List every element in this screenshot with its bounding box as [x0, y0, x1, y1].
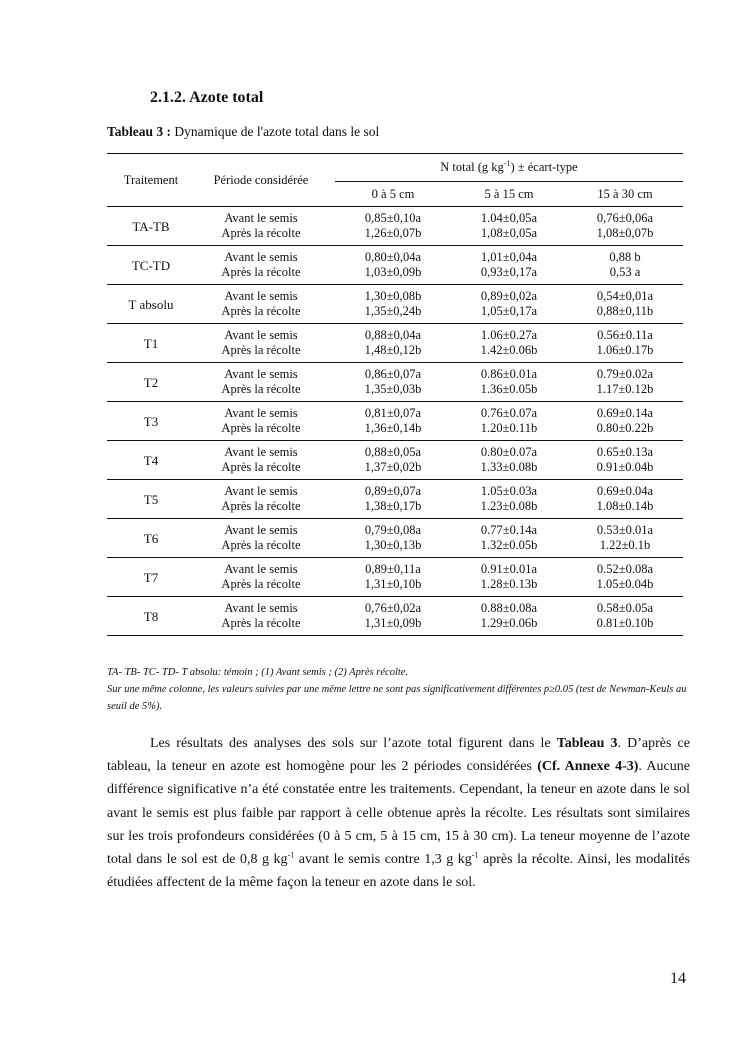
cell-depth-3-value: 0.58±0.05a: [596, 601, 654, 615]
cell-depth-2: [451, 285, 567, 324]
cell-depth-1: [335, 441, 451, 480]
cell-periode: [195, 207, 327, 246]
cell-depth-3: [567, 597, 683, 636]
cell-spacer: [327, 558, 335, 597]
cell-periode-value: Avant le semis: [224, 601, 298, 615]
cell-spacer: [327, 402, 335, 441]
cell-depth-1: [335, 402, 451, 441]
cell-depth-3-value: 0,53 a: [609, 265, 641, 279]
body-s1: Les résultats des analyses des sols sur l’azote total figurent dans le: [150, 736, 557, 751]
cell-periode: [195, 402, 327, 441]
cell-depth-1: [335, 558, 451, 597]
cell-periode: [195, 324, 327, 363]
cell-depth-2: [451, 597, 567, 636]
cell-periode: [195, 246, 327, 285]
cell-depth-2-value: 1.32±0.05b: [480, 538, 538, 552]
table-row: [107, 558, 683, 597]
body-s4: avant le semis contre 1,3 g kg: [294, 852, 472, 868]
cell-depth-2-value: 1.33±0.08b: [480, 460, 538, 474]
cell-depth-1: [335, 363, 451, 402]
table-row: [107, 597, 683, 636]
cell-depth-3-value: 1.17±0.12b: [596, 382, 654, 396]
header-periode: Période considérée: [195, 154, 327, 207]
cell-spacer: [327, 324, 335, 363]
cell-spacer: [327, 519, 335, 558]
cell-traitement-value: T6: [143, 530, 159, 546]
cell-depth-2-value: 1.28±0.13b: [480, 577, 538, 591]
cell-traitement: [107, 519, 195, 558]
section-heading: 2.1.2. Azote total: [150, 89, 264, 106]
cell-depth-2-value: 0.86±0.01a: [480, 367, 538, 381]
header-ntotal-post: ) ± écart-type: [510, 160, 578, 174]
cell-periode-value: Après la récolte: [221, 460, 301, 474]
cell-periode-value: Avant le semis: [224, 406, 298, 420]
cell-depth-1-value: 0,89±0,07a: [364, 484, 422, 498]
cell-periode-value: Avant le semis: [224, 445, 298, 459]
cell-depth-3: [567, 324, 683, 363]
cell-depth-3: [567, 441, 683, 480]
cell-depth-1-value: 0,76±0,02a: [364, 601, 422, 615]
cell-periode-value: Après la récolte: [221, 616, 301, 630]
cell-depth-3-value: 0.65±0.13a: [596, 445, 654, 459]
cell-depth-1-value: 0,85±0,10a: [364, 211, 422, 225]
cell-traitement: [107, 402, 195, 441]
header-traitement: Traitement: [107, 154, 195, 207]
cell-depth-3-value: 0.91±0.04b: [596, 460, 654, 474]
cell-periode-value: Après la récolte: [221, 304, 301, 318]
cell-depth-3-value: 0,88±0,11b: [596, 304, 654, 318]
table-row: [107, 402, 683, 441]
cell-depth-2-value: 1.36±0.05b: [480, 382, 538, 396]
cell-depth-2-value: 1,05±0,17a: [480, 304, 538, 318]
table-caption: [107, 124, 379, 140]
cell-periode-value: Avant le semis: [224, 562, 298, 576]
cell-periode-value: Après la récolte: [221, 499, 301, 513]
cell-periode-value: Après la récolte: [221, 382, 301, 396]
cell-depth-1-value: 0,81±0,07a: [364, 406, 422, 420]
cell-depth-1-value: 1,30±0,08b: [364, 289, 422, 303]
cell-depth-2-value: 1.20±0.11b: [480, 421, 538, 435]
cell-depth-2-value: 0.76±0.07a: [480, 406, 538, 420]
cell-depth-2-value: 1.29±0.06b: [480, 616, 538, 630]
cell-depth-1-value: 0,79±0,08a: [364, 523, 422, 537]
cell-depth-1: [335, 324, 451, 363]
cell-traitement: [107, 246, 195, 285]
header-depth-1: 0 à 5 cm: [335, 182, 451, 207]
table-row: [107, 324, 683, 363]
cell-depth-2-value: 0,93±0,17a: [480, 265, 538, 279]
cell-spacer: [327, 441, 335, 480]
cell-periode-value: Après la récolte: [221, 226, 301, 240]
header-spacer: [327, 154, 335, 207]
cell-depth-2: [451, 363, 567, 402]
body-s5: après la récolte. Ainsi, les modalités étudiées affectent de la même façon la teneur en azote dans le sol.: [107, 852, 690, 891]
cell-periode: [195, 441, 327, 480]
cell-depth-1-value: 0,89±0,11a: [365, 562, 421, 576]
cell-depth-1-value: 1,31±0,10b: [364, 577, 422, 591]
cell-periode-value: Après la récolte: [221, 577, 301, 591]
body-b2: (Cf. Annexe 4-3): [537, 759, 639, 775]
cell-depth-3-value: 0.69±0.04a: [596, 484, 654, 498]
cell-depth-1-value: 1,36±0,14b: [364, 421, 422, 435]
cell-traitement-value: T1: [143, 335, 159, 351]
cell-depth-2: [451, 480, 567, 519]
cell-traitement-value: T8: [143, 608, 159, 624]
cell-depth-2: [451, 402, 567, 441]
cell-traitement-value: T2: [143, 374, 159, 390]
cell-spacer: [327, 363, 335, 402]
table-row: [107, 285, 683, 324]
note-legend: TA- TB- TC- TD- T absolu: témoin ; (1) Avant semis ; (2) Après récolte.: [107, 667, 409, 678]
cell-depth-1-value: 1,31±0,09b: [364, 616, 422, 630]
cell-depth-1: [335, 597, 451, 636]
body-paragraph: [107, 732, 690, 894]
cell-depth-2-value: 1.05±0.03a: [480, 484, 538, 498]
cell-periode-value: Avant le semis: [224, 289, 298, 303]
cell-depth-1-value: 0,86±0,07a: [364, 367, 422, 381]
cell-periode: [195, 480, 327, 519]
cell-depth-3: [567, 363, 683, 402]
cell-depth-3-value: 0.69±0.14a: [596, 406, 654, 420]
table-row: [107, 246, 683, 285]
body-s2: . D’après ce tableau, la teneur en azote est homogène pour les 2 périodes considérées: [107, 736, 690, 775]
cell-periode-value: Avant le semis: [224, 523, 298, 537]
cell-traitement: [107, 324, 195, 363]
cell-depth-3-value: 1.06±0.17b: [596, 343, 654, 357]
cell-depth-2-value: 0,89±0,02a: [480, 289, 538, 303]
cell-depth-2-value: 1.23±0.08b: [480, 499, 538, 513]
cell-depth-2-value: 1,01±0,04a: [480, 250, 538, 264]
body-sup2: -1: [471, 850, 479, 860]
header-ntotal: [335, 154, 683, 182]
cell-depth-3: [567, 558, 683, 597]
cell-depth-3: [567, 402, 683, 441]
cell-depth-1-value: 1,37±0,02b: [364, 460, 422, 474]
cell-depth-2-value: 1.06±0.27a: [480, 328, 538, 342]
cell-depth-3-value: 0,88 b: [609, 250, 641, 264]
cell-spacer: [327, 207, 335, 246]
cell-traitement: [107, 441, 195, 480]
cell-depth-3: [567, 285, 683, 324]
cell-traitement-value: T3: [143, 413, 159, 429]
cell-periode-value: Après la récolte: [221, 265, 301, 279]
cell-depth-2: [451, 207, 567, 246]
cell-depth-2-value: 1.04±0,05a: [480, 211, 538, 225]
cell-depth-1-value: 1,03±0,09b: [364, 265, 422, 279]
table-row: [107, 207, 683, 246]
cell-depth-2-value: 0.80±0.07a: [480, 445, 538, 459]
cell-depth-2-value: 1,08±0,05a: [480, 226, 538, 240]
cell-traitement: [107, 558, 195, 597]
cell-spacer: [327, 480, 335, 519]
cell-traitement: [107, 207, 195, 246]
cell-periode: [195, 597, 327, 636]
table-row: [107, 480, 683, 519]
body-sup1: -1: [287, 850, 295, 860]
cell-periode-value: Avant le semis: [224, 367, 298, 381]
cell-depth-3-value: 0.79±0.02a: [596, 367, 654, 381]
cell-periode: [195, 558, 327, 597]
cell-traitement-value: T7: [143, 569, 159, 585]
cell-depth-1-value: 1,38±0,17b: [364, 499, 422, 513]
table-row: [107, 441, 683, 480]
cell-periode-value: Après la récolte: [221, 538, 301, 552]
table-row: [107, 363, 683, 402]
cell-periode-value: Avant le semis: [224, 250, 298, 264]
body-b1: Tableau 3: [556, 736, 618, 751]
nitrogen-table: [107, 153, 683, 636]
table-row: [107, 519, 683, 558]
body-s3: . Aucune différence significative n’a été constatée entre les traitements. Cependant, la teneur en azote dans le sol avant le semis est plus faible par rapport à celle obtenue après la récolte. Les résultats sont similaires sur les trois profondeurs considérées (0 à 5 cm, 5 à 15 cm, 15 à 30 cm). La teneur moyenne de l’azote total dans le sol est de 0,8 g kg: [107, 759, 690, 868]
cell-depth-3-value: 0.52±0.08a: [596, 562, 654, 576]
cell-depth-1-value: 1,30±0,13b: [364, 538, 422, 552]
page-number: 14: [670, 970, 686, 987]
cell-depth-3: [567, 207, 683, 246]
cell-traitement-value: T5: [143, 491, 159, 507]
header-depth-3: 15 à 30 cm: [567, 182, 683, 207]
cell-traitement: [107, 597, 195, 636]
table-notes: [107, 664, 687, 715]
cell-depth-3-value: 0,76±0,06a: [596, 211, 654, 225]
cell-traitement-value: T4: [143, 452, 159, 468]
header-ntotal-pre: N total (g kg: [440, 160, 504, 174]
cell-depth-1-value: 0,88±0,05a: [364, 445, 422, 459]
cell-depth-2-value: 0.77±0.14a: [480, 523, 538, 537]
cell-periode: [195, 285, 327, 324]
cell-depth-1-value: 1,48±0,12b: [364, 343, 422, 357]
cell-depth-1: [335, 207, 451, 246]
cell-spacer: [327, 246, 335, 285]
header-ntotal-sup: -1: [503, 158, 511, 168]
cell-depth-1: [335, 519, 451, 558]
cell-traitement-value: TA-TB: [132, 218, 170, 234]
cell-depth-2-value: 0.91±0.01a: [480, 562, 538, 576]
cell-periode-value: Avant le semis: [224, 211, 298, 225]
cell-depth-3: [567, 480, 683, 519]
cell-depth-3-value: 0.53±0.01a: [596, 523, 654, 537]
cell-periode-value: Après la récolte: [221, 343, 301, 357]
cell-periode: [195, 519, 327, 558]
cell-depth-3-value: 1.22±0.1b: [599, 538, 651, 552]
cell-depth-3-value: 1.05±0.04b: [596, 577, 654, 591]
cell-depth-2-value: 0.88±0.08a: [480, 601, 538, 615]
cell-depth-3: [567, 519, 683, 558]
cell-traitement: [107, 363, 195, 402]
cell-depth-1-value: 1,35±0,24b: [364, 304, 422, 318]
cell-spacer: [327, 285, 335, 324]
cell-periode-value: Avant le semis: [224, 328, 298, 342]
caption-text: Dynamique de l'azote total dans le sol: [171, 124, 380, 139]
note-significance: Sur une même colonne, les valeurs suivies par une même lettre ne sont pas significativement différentes p≥0.05 (test de Newman-Keuls au seuil de 5%).: [107, 684, 687, 712]
cell-depth-2: [451, 519, 567, 558]
cell-depth-2: [451, 324, 567, 363]
cell-depth-3-value: 0.56±0.11a: [597, 328, 653, 342]
cell-periode-value: Après la récolte: [221, 421, 301, 435]
cell-depth-3-value: 0,54±0,01a: [596, 289, 654, 303]
table-body: [107, 207, 683, 636]
cell-depth-1: [335, 285, 451, 324]
cell-periode: [195, 363, 327, 402]
cell-traitement-value: T absolu: [128, 296, 174, 312]
cell-depth-3-value: 0.81±0.10b: [596, 616, 654, 630]
cell-depth-2-value: 1.42±0.06b: [480, 343, 538, 357]
cell-depth-1-value: 0,80±0,04a: [364, 250, 422, 264]
caption-label: Tableau 3 :: [107, 124, 172, 139]
cell-traitement: [107, 285, 195, 324]
header-depth-2: 5 à 15 cm: [451, 182, 567, 207]
cell-depth-1-value: 1,35±0,03b: [364, 382, 422, 396]
cell-depth-3-value: 1,08±0,07b: [596, 226, 654, 240]
cell-periode-value: Avant le semis: [224, 484, 298, 498]
cell-traitement: [107, 480, 195, 519]
cell-depth-1-value: 0,88±0,04a: [364, 328, 422, 342]
cell-depth-3: [567, 246, 683, 285]
cell-depth-3-value: 1.08±0.14b: [596, 499, 654, 513]
cell-depth-1: [335, 480, 451, 519]
cell-depth-2: [451, 441, 567, 480]
cell-depth-2: [451, 246, 567, 285]
cell-depth-1: [335, 246, 451, 285]
cell-depth-3-value: 0.80±0.22b: [596, 421, 654, 435]
cell-depth-1-value: 1,26±0,07b: [364, 226, 422, 240]
cell-traitement-value: TC-TD: [131, 257, 171, 273]
cell-spacer: [327, 597, 335, 636]
cell-depth-2: [451, 558, 567, 597]
